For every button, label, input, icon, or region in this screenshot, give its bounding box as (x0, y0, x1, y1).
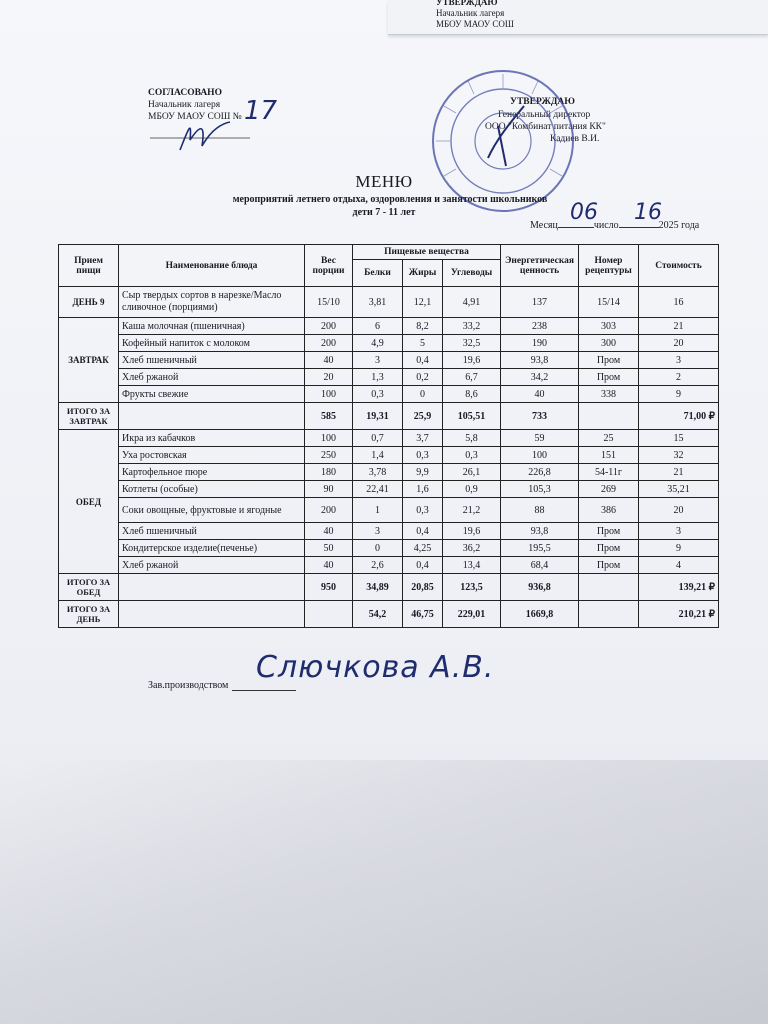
cost: 9 (639, 540, 719, 557)
protein: 3,78 (353, 464, 403, 481)
table-row (59, 557, 719, 574)
cost: 35,21 (639, 481, 719, 498)
recipe: Пром (579, 369, 639, 386)
approved-left-line: МБОУ МАОУ СОШ № (148, 112, 242, 122)
fat: 0,2 (403, 369, 443, 386)
energy: 190 (501, 335, 579, 352)
header-protein: Белки (353, 260, 403, 287)
portion: 40 (305, 557, 353, 574)
energy: 238 (501, 318, 579, 335)
cost: 20 (639, 335, 719, 352)
approved-right-title: УТВЕРЖДАЮ (510, 97, 575, 107)
cost: 71,00 ₽ (639, 403, 719, 430)
day-label: ДЕНЬ 9 (59, 287, 119, 318)
fat: 5 (403, 335, 443, 352)
year-label: 2025 года (658, 220, 700, 231)
empty-cell (119, 403, 305, 430)
meal-label: ЗАВТРАК (59, 318, 119, 403)
handwritten-school-number: 17 (244, 96, 278, 126)
carbs: 4,91 (443, 287, 501, 318)
cost: 3 (639, 352, 719, 369)
fat: 20,85 (403, 574, 443, 601)
protein: 1,4 (353, 447, 403, 464)
cost: 9 (639, 386, 719, 403)
protein: 6 (353, 318, 403, 335)
table-row (59, 369, 719, 386)
energy: 137 (501, 287, 579, 318)
recipe: 151 (579, 447, 639, 464)
carbs: 229,01 (443, 601, 501, 628)
recipe: 54-11г (579, 464, 639, 481)
fat: 0,4 (403, 352, 443, 369)
dish-name: Икра из кабачков (119, 430, 305, 447)
portion: 100 (305, 430, 353, 447)
portion: 200 (305, 335, 353, 352)
carbs: 33,2 (443, 318, 501, 335)
table-row (59, 386, 719, 403)
table-row (59, 523, 719, 540)
header-dish: Наименование блюда (119, 245, 305, 287)
fat: 0,4 (403, 557, 443, 574)
approved-right-line: Кадиев В.И. (550, 134, 600, 144)
cost: 2 (639, 369, 719, 386)
prev-page-line: Начальник лагеря (436, 8, 505, 18)
protein: 54,2 (353, 601, 403, 628)
recipe: Пром (579, 352, 639, 369)
approved-left-title: СОГЛАСОВАНО (148, 88, 222, 98)
handwritten-day: 16 (634, 200, 662, 225)
fat: 46,75 (403, 601, 443, 628)
total-row (59, 403, 719, 430)
cost: 15 (639, 430, 719, 447)
portion: 180 (305, 464, 353, 481)
carbs: 21,2 (443, 498, 501, 523)
table-row (59, 430, 719, 447)
protein: 1,3 (353, 369, 403, 386)
cost: 4 (639, 557, 719, 574)
protein: 4,9 (353, 335, 403, 352)
carbs: 8,6 (443, 386, 501, 403)
dish-name: Уха ростовская (119, 447, 305, 464)
dish-name: Хлеб ржаной (119, 557, 305, 574)
cost: 20 (639, 498, 719, 523)
dish-name: Котлеты (особые) (119, 481, 305, 498)
protein: 0,3 (353, 386, 403, 403)
energy: 68,4 (501, 557, 579, 574)
total-row (59, 601, 719, 628)
signature-line (232, 690, 296, 691)
cost: 32 (639, 447, 719, 464)
energy: 733 (501, 403, 579, 430)
header-carbs: Углеводы (443, 260, 501, 287)
cost: 16 (639, 287, 719, 318)
energy: 105,3 (501, 481, 579, 498)
energy: 1669,8 (501, 601, 579, 628)
table-row (59, 498, 719, 523)
recipe: 338 (579, 386, 639, 403)
table-row (59, 318, 719, 335)
photo-shadow (0, 760, 768, 1024)
dish-name: Хлеб пшеничный (119, 352, 305, 369)
energy: 93,8 (501, 523, 579, 540)
protein: 3,81 (353, 287, 403, 318)
protein: 22,41 (353, 481, 403, 498)
portion: 200 (305, 498, 353, 523)
energy: 226,8 (501, 464, 579, 481)
carbs: 0,3 (443, 447, 501, 464)
fat: 0,3 (403, 447, 443, 464)
header-portion: Вес порции (305, 245, 353, 287)
portion: 40 (305, 352, 353, 369)
carbs: 19,6 (443, 523, 501, 540)
energy: 195,5 (501, 540, 579, 557)
recipe: 303 (579, 318, 639, 335)
footer-label: Зав.производством (148, 680, 229, 691)
dish-name: Соки овощные, фруктовые и ягодные (119, 498, 305, 523)
cost: 139,21 ₽ (639, 574, 719, 601)
protein: 2,6 (353, 557, 403, 574)
recipe: 386 (579, 498, 639, 523)
cost: 3 (639, 523, 719, 540)
fat: 9,9 (403, 464, 443, 481)
protein: 19,31 (353, 403, 403, 430)
table-row (59, 481, 719, 498)
energy: 34,2 (501, 369, 579, 386)
date-line (530, 218, 699, 231)
carbs: 32,5 (443, 335, 501, 352)
portion: 15/10 (305, 287, 353, 318)
empty-cell (119, 601, 305, 628)
fat: 4,25 (403, 540, 443, 557)
dish-name: Каша молочная (пшеничная) (119, 318, 305, 335)
protein: 34,89 (353, 574, 403, 601)
energy: 93,8 (501, 352, 579, 369)
table-row (59, 287, 719, 318)
empty-cell (579, 601, 639, 628)
recipe: 269 (579, 481, 639, 498)
energy: 100 (501, 447, 579, 464)
fat: 12,1 (403, 287, 443, 318)
portion: 585 (305, 403, 353, 430)
dish-name: Хлеб ржаной (119, 369, 305, 386)
header-fat: Жиры (403, 260, 443, 287)
portion: 90 (305, 481, 353, 498)
age-group: дети 7 - 11 лет (352, 207, 416, 218)
handwritten-month: 06 (570, 200, 598, 225)
portion: 40 (305, 523, 353, 540)
fat: 0,4 (403, 523, 443, 540)
energy: 88 (501, 498, 579, 523)
total-label: ИТОГО ЗА ЗАВТРАК (59, 403, 119, 430)
protein: 1 (353, 498, 403, 523)
header-cost: Стоимость (639, 245, 719, 287)
total-row (59, 574, 719, 601)
left-signature (140, 110, 270, 158)
portion (305, 601, 353, 628)
fat: 8,2 (403, 318, 443, 335)
dish-name: Хлеб пшеничный (119, 523, 305, 540)
empty-cell (579, 574, 639, 601)
portion: 50 (305, 540, 353, 557)
approved-left-line: Начальник лагеря (148, 100, 221, 110)
recipe: Пром (579, 540, 639, 557)
table-row (59, 335, 719, 352)
carbs: 36,2 (443, 540, 501, 557)
menu-table (58, 244, 719, 628)
header-nutrients: Пищевые вещества (353, 245, 501, 260)
portion: 250 (305, 447, 353, 464)
carbs: 13,4 (443, 557, 501, 574)
fat: 25,9 (403, 403, 443, 430)
total-label: ИТОГО ЗА ОБЕД (59, 574, 119, 601)
footer-signature: Слючкова А.В. (256, 650, 495, 685)
carbs: 0,9 (443, 481, 501, 498)
portion: 20 (305, 369, 353, 386)
portion: 100 (305, 386, 353, 403)
carbs: 5,8 (443, 430, 501, 447)
cost: 210,21 ₽ (639, 601, 719, 628)
approved-right-line: Генеральный директор (498, 110, 591, 120)
approved-right-line: ООО "Комбинат питания КК" (485, 122, 606, 132)
dish-name: Картофельное пюре (119, 464, 305, 481)
prev-page-line: МБОУ МАОУ СОШ (436, 19, 514, 29)
energy: 40 (501, 386, 579, 403)
dish-name: Фрукты свежие (119, 386, 305, 403)
carbs: 19,6 (443, 352, 501, 369)
fat: 0 (403, 386, 443, 403)
protein: 0 (353, 540, 403, 557)
day-label: число (593, 220, 619, 231)
empty-cell (579, 403, 639, 430)
recipe: Пром (579, 557, 639, 574)
cost: 21 (639, 318, 719, 335)
carbs: 6,7 (443, 369, 501, 386)
protein: 3 (353, 523, 403, 540)
energy: 936,8 (501, 574, 579, 601)
carbs: 26,1 (443, 464, 501, 481)
meal-label: ОБЕД (59, 430, 119, 574)
fat: 3,7 (403, 430, 443, 447)
portion: 950 (305, 574, 353, 601)
document-subtitle: мероприятий летнего отдыха, оздоровления и занятости школьников (232, 194, 548, 205)
carbs: 105,51 (443, 403, 501, 430)
month-label: Месяц (530, 220, 558, 231)
table-row (59, 447, 719, 464)
dish-name: Сыр твердых сортов в нарезке/Масло сливочное (порциями) (119, 287, 305, 318)
fat: 1,6 (403, 481, 443, 498)
table-row (59, 464, 719, 481)
recipe: Пром (579, 523, 639, 540)
recipe: 15/14 (579, 287, 639, 318)
empty-cell (119, 574, 305, 601)
recipe: 300 (579, 335, 639, 352)
energy: 59 (501, 430, 579, 447)
protein: 0,7 (353, 430, 403, 447)
table-row (59, 540, 719, 557)
cost: 21 (639, 464, 719, 481)
protein: 3 (353, 352, 403, 369)
prev-page-line: УТВЕРЖДАЮ (436, 0, 498, 7)
header-meal: Прием пищи (59, 245, 119, 287)
document-title: МЕНЮ (355, 172, 413, 191)
portion: 200 (305, 318, 353, 335)
total-label: ИТОГО ЗА ДЕНЬ (59, 601, 119, 628)
previous-page-edge (388, 0, 768, 35)
recipe: 25 (579, 430, 639, 447)
header-recipe: Номер рецептуры (579, 245, 639, 287)
table-row (59, 352, 719, 369)
header-energy: Энергетическая ценность (501, 245, 579, 287)
dish-name: Кондитерское изделие(печенье) (119, 540, 305, 557)
fat: 0,3 (403, 498, 443, 523)
carbs: 123,5 (443, 574, 501, 601)
dish-name: Кофейный напиток с молоком (119, 335, 305, 352)
